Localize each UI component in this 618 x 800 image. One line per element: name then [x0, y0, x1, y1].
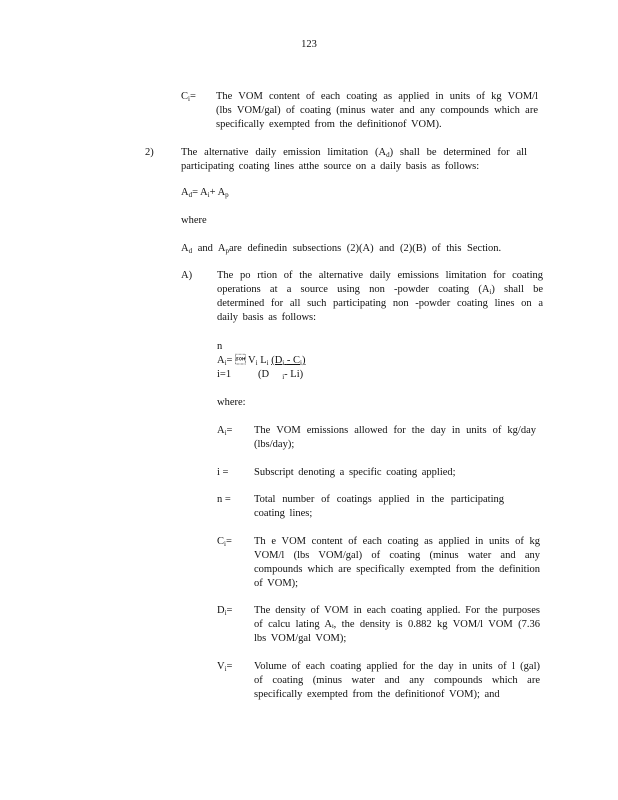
equation-ad: $A_d= A_i+ A_p$ — [181, 187, 229, 199]
def-ai-symbol: $A_i=$ — [217, 425, 233, 437]
page-number: 123 — [301, 39, 317, 50]
ci-top-text: The VOM content of each coating as applied in units of kg VOM/l (lbs VOM/gal) of coating (minus water and any compounds which are specifically exempted from the definitionof VOM). — [216, 91, 538, 130]
def-n-symbol: n = — [217, 494, 231, 505]
ad-ap-definition: $A_d$ and $A_pare$ definedin subsections (2)(A) and (2)(B) of this Section. — [181, 243, 502, 255]
where-label: where — [181, 215, 207, 226]
def-ci-text: Th e VOM content of each coating as applied in units of kg VOM/l (lbs VOM/gal) of coating (minus water and any compounds which are specifically exempted from the definition of VOM); — [254, 536, 540, 589]
def-i-text: Subscript denoting a specific coating applied; — [254, 467, 456, 478]
where-colon-label: where: — [217, 397, 246, 408]
def-di-text: The density of VOM in each coating applied. For the purposes of calcu lating Aᵢ, the density is 0.882 kg VOM/l VOM (7.36 lbs VOM/gal VOM); — [254, 605, 540, 644]
formula-lower-limit: i=1 — [217, 369, 232, 380]
formula-upper-limit: n — [217, 341, 223, 352]
item-a-text: The po rtion of the alternative daily emissions limitation for coating operations at a source using non -powder coating $(A_i)$ shall be determined for all such participating non -powder coating lines on a daily basis as follows: — [217, 270, 543, 323]
def-ai-text: The VOM emissions allowed for the day in units of kg/day (lbs/day); — [254, 425, 536, 450]
def-i-symbol: i = — [217, 467, 229, 478]
item-a-label: A) — [181, 270, 193, 281]
def-n-text: Total number of coatings applied in the participating coating lines; — [254, 494, 504, 519]
item-2-number: 2) — [145, 147, 154, 158]
item-2-text: The alternative daily emission limitation $(A_d)$ shall be determined for all participating coating lines atthe source on a daily basis as follows: — [181, 147, 527, 172]
formula-main: $A_i=$  $V_i$ $L_i$ $(D_i - C_i)$ — [217, 355, 306, 367]
formula-denominator: (D $_i$- Li) — [258, 369, 304, 381]
def-vi-text: Volume of each coating applied for the day in units of l (gal) of coating (minus water and any compounds which are specifically exempted from the definitionof VOM); and — [254, 661, 540, 700]
def-ci-symbol: $C_i=$ — [217, 536, 232, 548]
def-vi-symbol: $V_i=$ — [217, 661, 233, 673]
def-di-symbol: $D_i=$ — [217, 605, 233, 617]
ci-top-label: $C_i=$ — [181, 91, 196, 103]
